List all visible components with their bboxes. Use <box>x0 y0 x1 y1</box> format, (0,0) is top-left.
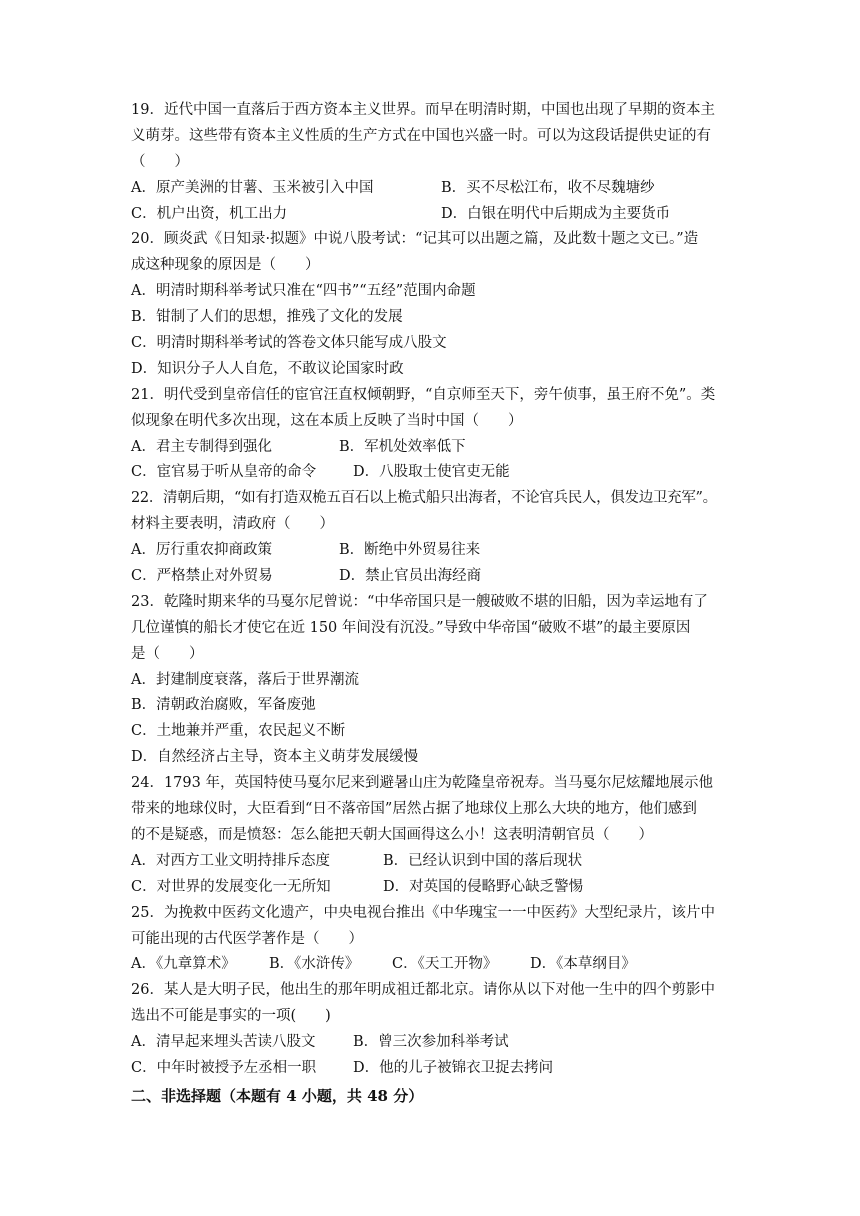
option-a[interactable]: A．明清时期科举考试只准在“四书”“五经”范围内命题 <box>131 283 476 300</box>
option-c[interactable]: C．对世界的发展变化一无所知 <box>131 878 331 895</box>
option-c[interactable]: C．明清时期科举考试的答卷文体只能写成八股文 <box>131 335 447 352</box>
option-b[interactable]: B．已经认识到中国的落后现状 <box>383 852 583 869</box>
option-c[interactable]: C．土地兼并严重，农民起义不断 <box>131 723 346 740</box>
option-row <box>131 564 731 590</box>
option-b[interactable]: B．买不尽松江布，收不尽魏塘纱 <box>441 179 655 196</box>
question-text-line: 材料主要表明，清政府（ ） <box>131 516 334 533</box>
option-c[interactable]: C．中年时被授予左丞相一职 <box>131 1059 317 1076</box>
question-text-line: 几位谨慎的船长才使它在近 150 年间没有沉没。”导致中华帝国“破败不堪”的最主要原因 <box>131 619 691 636</box>
option-b[interactable]: B．军机处效率低下 <box>339 438 466 455</box>
question-text-line: 22．清朝后期，“如有打造双桅五百石以上桅式船只出海者，不论官兵民人，俱发边卫充军”。 <box>131 490 717 507</box>
question-text-line: 似现象在明代多次出现，这在本质上反映了当时中国（ ） <box>131 412 523 429</box>
option-c[interactable]: C．机户出资，机工出力 <box>131 205 288 222</box>
option-row <box>131 538 731 564</box>
option-a[interactable]: A．君主专制得到强化 <box>131 438 272 455</box>
question-26 <box>131 978 731 1082</box>
question-21 <box>131 383 731 487</box>
question-text-line: 的不是疑惑，而是愤怒：怎么能把天朝大国画得这么小！这表明清朝官员（ ） <box>131 826 653 843</box>
option-c[interactable]: C．严格禁止对外贸易 <box>131 568 273 585</box>
option-a[interactable]: A．对西方工业文明持排斥态度 <box>131 852 330 869</box>
option-d[interactable]: D．知识分子人人自危，不敢议论国家时政 <box>131 360 404 377</box>
option-row <box>131 1030 731 1056</box>
question-23 <box>131 590 731 771</box>
question-text-line: 26．某人是大明子民，他出生的那年明成祖迁都北京。请你从以下对他一生中的四个剪影中 <box>131 982 715 999</box>
question-text-line: 23．乾隆时期来华的马戛尔尼曾说：“中华帝国只是一艘破败不堪的旧船，因为幸运地有了 <box>131 593 708 610</box>
question-text-line: 选出不可能是事实的一项( ) <box>131 1008 331 1025</box>
question-text-line: 可能出现的古代医学著作是（ ） <box>131 930 363 947</box>
option-row <box>131 875 731 901</box>
option-row <box>131 952 731 978</box>
question-text-line: 义萌芽。这些带有资本主义性质的生产方式在中国也兴盛一时。可以为这段话提供史证的有 <box>131 127 711 144</box>
option-d[interactable]: D．《本草纲目》 <box>530 956 636 973</box>
question-25 <box>131 901 731 979</box>
option-row <box>131 460 731 486</box>
option-d[interactable]: D．对英国的侵略野心缺乏警惕 <box>383 878 584 895</box>
question-text-line: 24．1793 年，英国特使马戛尔尼来到避暑山庄为乾隆皇帝祝寿。当马戛尔尼炫耀地展示他 <box>131 775 713 792</box>
option-row <box>131 849 731 875</box>
option-c[interactable]: C．《天工开物》 <box>392 956 498 973</box>
option-b[interactable]: B．断绝中外贸易往来 <box>339 542 481 559</box>
question-text-line: 带来的地球仪时，大臣看到“日不落帝国”居然占据了地球仪上那么大块的地方，他们感到 <box>131 801 697 818</box>
question-22 <box>131 486 731 590</box>
question-text-line: 成这种现象的原因是（ ） <box>131 257 320 274</box>
option-d[interactable]: D．八股取士使官吏无能 <box>353 464 510 481</box>
option-b[interactable]: B．曾三次参加科举考试 <box>353 1034 509 1051</box>
option-row <box>131 176 731 202</box>
question-text-line: 21．明代受到皇帝信任的宦官汪直权倾朝野，“自京师至天下，旁午侦事，虽王府不免”。类 <box>131 386 716 403</box>
question-text-line: 20．顾炎武《日知录·拟题》中说八股考试：“记其可以出题之篇，及此数十题之文已。”造 <box>131 231 699 248</box>
question-text-line: 19．近代中国一直落后于西方资本主义世界。而早在明清时期，中国也出现了早期的资本主 <box>131 102 715 118</box>
question-text-line: 25．为挽救中医药文化遗产，中央电视台推出《中华瑰宝一一中医药》大型纪录片，该片中 <box>131 904 715 921</box>
option-row <box>131 1056 731 1082</box>
option-a[interactable]: A．清早起来埋头苦读八股文 <box>131 1034 316 1051</box>
question-24 <box>131 771 731 900</box>
option-row <box>131 202 731 228</box>
option-b[interactable]: B．钳制了人们的思想，推残了文化的发展 <box>131 309 403 326</box>
exam-page <box>131 98 731 1110</box>
option-b[interactable]: B．《水浒传》 <box>269 956 360 973</box>
question-19 <box>131 98 731 227</box>
option-a[interactable]: A．厉行重农抑商政策 <box>131 542 272 559</box>
option-d[interactable]: D．禁止官员出海经商 <box>339 568 482 585</box>
option-row <box>131 435 731 461</box>
option-c[interactable]: C．宦官易于听从皇帝的命令 <box>131 464 317 481</box>
section-title: 二、非选择题（本题有 4 小题，共 48 分） <box>131 1086 424 1105</box>
question-text-line: （ ） <box>131 153 189 170</box>
option-a[interactable]: A．封建制度衰落，落后于世界潮流 <box>131 671 359 688</box>
option-d[interactable]: D．他的儿子被锦衣卫捉去拷问 <box>353 1059 554 1076</box>
option-a[interactable]: A．原产美洲的甘薯、玉米被引入中国 <box>131 179 374 196</box>
option-b[interactable]: B．清朝政治腐败，军备废弛 <box>131 697 316 714</box>
question-20 <box>131 227 731 382</box>
option-d[interactable]: D．白银在明代中后期成为主要货币 <box>441 205 671 222</box>
option-a[interactable]: A．《九章算术》 <box>131 956 236 973</box>
question-text-line: 是（ ） <box>131 645 204 662</box>
option-d[interactable]: D．自然经济占主导，资本主义萌芽发展缓慢 <box>131 749 419 766</box>
